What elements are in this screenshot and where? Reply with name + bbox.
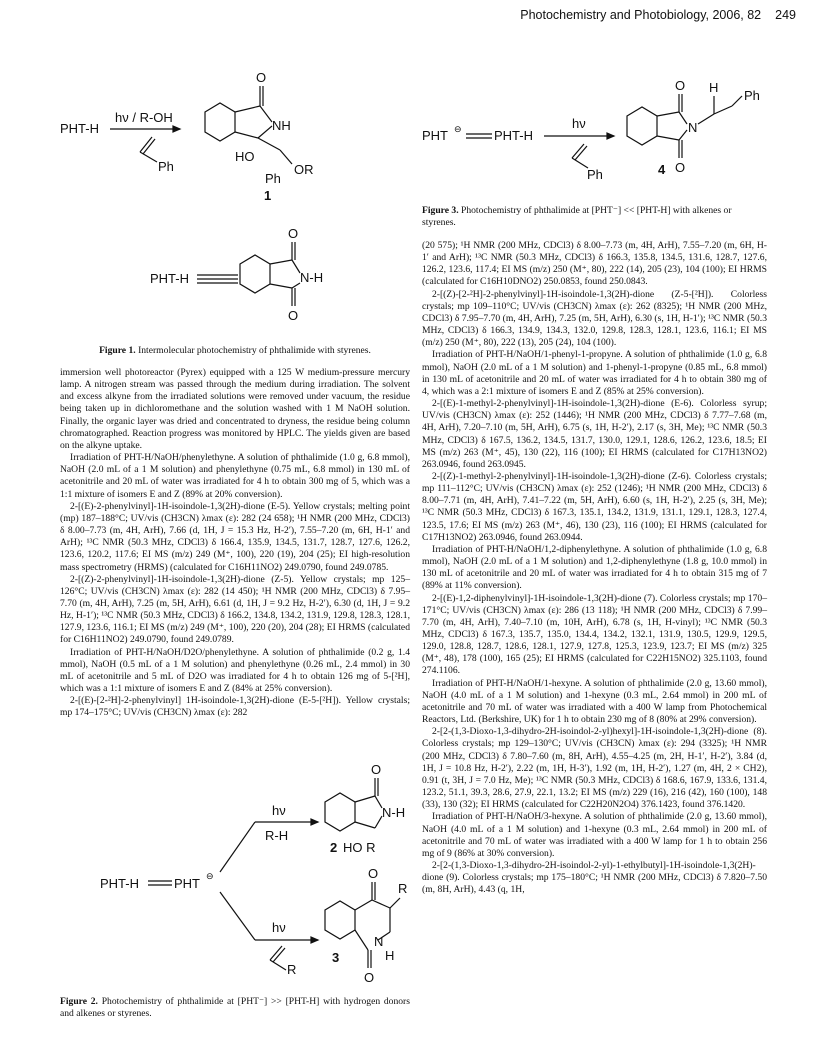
fig3-o-bottom: O xyxy=(675,160,686,175)
paragraph: 2-[(Z)-[2-²H]-2-phenylvinyl]-1H-isoindole-1,3(2H)-dione (Z-5-[²H]). Colorless crystals; mp 109–110°C; UV/vis (CH3CN) λmax (ε): 262 (8325); ¹H NMR (200 MHz, CDCl3) δ 7.95–7.70 (m, 4H, ArH), 7.25 (m, 5H, ArH), 6.30 (s, 1H, H-1′); ¹³C NMR (50.3 MHz, CDCl3) δ 166.3, 134.9, 134.3, 132.0, 129.8, 128.3, 128.1, 123.6, 116.1; EI MS (m/z) 250 (M⁺, 80), 222 (13), 205 (24), 104 (100). xyxy=(422,288,767,349)
paragraph: 2-[(E)-[2-²H]-2-phenylvinyl] 1H-isoindole-1,3(2H)-dione (E-5-[²H]). Yellow crystals; mp 174–175°C; UV/vis (CH3CN) λmax (ε): 282 xyxy=(60,695,410,719)
paragraph: 2-[2-(1,3-Dioxo-1,3-dihydro-2H-isoindol-2-yl)-1-ethylbutyl]-1H-isoindole-1,3(2H)-dione (9). Colorless crystals; mp 175–180°C; ¹H NMR (200 MHz, CDCl3) δ 7.820–7.50 (m, 8H, ArH), 4.43 (q, 1H, xyxy=(422,859,767,896)
fig3-h-label: H xyxy=(709,80,719,95)
fig2-o-bottom: O xyxy=(364,970,375,985)
journal-name: Photochemistry and Photobiology, 2006, 82 xyxy=(520,8,762,22)
fig1-n-h-label: N-H xyxy=(300,270,324,285)
figure-3 xyxy=(422,80,767,200)
fig2-o-top: O xyxy=(371,762,382,777)
right-column-text xyxy=(422,240,767,896)
fig2-pht-h-label: PHT-H xyxy=(100,876,139,891)
paragraph: Irradiation of PHT-H/NaOH/phenylethyne. A solution of phthalimide (1.0 g, 6.8 mmol), NaOH (2.0 mL of a 1 M solution) and phenylethyne (0.75 mL, 6.8 mmol) in 130 mL of acetonitrile and 20 mL of water was irradiated for 4 h to obtain 300 mg of 5, which was a 1:1 mixture of isomers E and Z (89% at 20% conversion). xyxy=(60,452,410,500)
fig1-compound-1: 1 xyxy=(264,188,272,203)
paragraph: 2-[2-(1,3-Dioxo-1,3-dihydro-2H-isoindol-2-yl)hexyl]-1H-isoindole-1,3(2H)-dione (8). Colorless crystals; mp 129–130°C; UV/vis (CH3CN) λmax (ε): 294 (3325); ¹H NMR (200 MHz, CDCl3) δ 7.80–7.60 (m, 8H, ArH), 4.55–4.25 (m, 2H, H-1′, H-2′), 3.84 (d, 1H, J = 10.8 Hz, H-2′), 2.22 (m, 1H, H-3′), 1.92 (m, 1H, H-2′), 1.27 (m, 4H, 2 × CH2), 0.91 (t, 3H, J = 7.0 Hz, Me); ¹³C NMR (50.3 MHz, CDCl3) δ 168.6, 167.9, 133.6, 131.4, 123.2, 51.1, 39.3, 28.6, 27.9, 22.1, 13.2; EI MS (m/z) 229 (16), 216 (42), 160 (100), 148 (33), 130 (32); EI HRMS (calculated for C22H20N2O4) 376.1423, found 376.1420. xyxy=(422,726,767,811)
running-header xyxy=(506,8,796,22)
fig3-hv-label: hν xyxy=(572,116,586,131)
fig2-n-h-label: N-H xyxy=(382,805,406,820)
paragraph: (20 575); ¹H NMR (200 MHz, CDCl3) δ 8.00–7.73 (m, 4H, ArH), 7.55–7.20 (m, 6H, H-1′ and ArH); ¹³C NMR (50.3 MHz, CDCl3) δ 166.3, 135.8, 134.5, 131.6, 128.7, 127.6, 126.2, 123.6, 117.4; EI MS (m/z) 250 (M⁺, 80), 222 (14), 205 (23), 104 (100); EI HRMS (calculated for C16H10DNO2) 250.0853, found 250.0843. xyxy=(422,240,767,288)
paragraph: 2-[(E)-1-methyl-2-phenylvinyl]-1H-isoindole-1,3(2H)-dione (E-6). Colorless syrup; UV/vis (CH3CN) λmax (ε): 252 (1446); ¹H NMR (200 MHz, CDCl3) δ 7.77–7.68 (m, 4H, ArH), 7.20–7.10 (m, 5H, ArH), 6.75 (s, 1H, H-2′), 2.17 (s, 3H, Me); ¹³C NMR (50.3 MHz, CDCl3) δ 167.5, 136.2, 134.5, 131.7, 130.0, 129.1, 128.6, 126.2, 123.6, 18.5; EI MS (m/z) 263 (M⁺, 45), 130 (22), 116 (100); EI HRMS (calculated for C17H13NO2) 263.0946, found 263.0945. xyxy=(422,398,767,470)
paragraph: Irradiation of PHT-H/NaOH/3-hexyne. A solution of phthalimide (2.0 g, 13.60 mmol), NaOH (4.0 mL of a 1 M solution) and 1-hexyne (0.3 mL, 2.64 mmol) in 200 mL of acetonitrile and 70 mL of water was irradiated with a 400 W lamp for 1 h to obtain 256 mg of 9 (86% at 30% conversion). xyxy=(422,811,767,859)
paragraph: 2-[(E)-2-phenylvinyl]-1H-isoindole-1,3(2H)-dione (E-5). Yellow crystals; melting point (mp) 187–188°C; UV/vis (CH3CN) λmax (ε): 282 (24 658); ¹H NMR (200 MHz, CDCl3) δ 8.00–7.73 (m, 4H, ArH), 7.66 (d, 1H, J = 15.3 Hz, H-2′), 7.55–7.20 (m, 6H, H-1′ and ArH); ¹³C NMR (50.3 MHz, CDCl3) δ 166.4, 135.9, 134.5, 131.7, 128.7, 127.6, 126.2, 123.6, 120.2, 117.6; EI MS (m/z) 249 (M⁺, 100), 220 (19), 204 (25); EI high-resolution mass spectrometry (HRMS) (calculated for C16H11NO2) 249.0790, found 249.0785. xyxy=(60,500,410,573)
fig1-o-label: O xyxy=(256,70,267,85)
fig3-minus-sign: ⊖ xyxy=(454,124,462,134)
fig1-caption-text: Intermolecular photochemistry of phthalimide with styrenes. xyxy=(135,345,371,356)
fig2-compound-3: 3 xyxy=(332,950,340,965)
fig2-pht-anion-label: PHT xyxy=(174,876,200,891)
fig2-r-label: R xyxy=(398,881,408,896)
fig1-caption-label: Figure 1. xyxy=(99,345,136,356)
fig2-hv-bottom: hν xyxy=(272,920,286,935)
fig2-minus-sign: ⊖ xyxy=(206,871,214,881)
fig3-caption-text: Photochemistry of phthalimide at [PHT⁻] << [PHT-H] with alkenes or styrenes. xyxy=(422,205,732,228)
fig1-ph2-label: Ph xyxy=(265,171,281,186)
figure-1-caption xyxy=(60,345,410,357)
fig3-o-top: O xyxy=(675,80,686,93)
fig2-rh-label: R-H xyxy=(265,828,289,843)
fig1-or-label: OR xyxy=(294,162,314,177)
fig3-pht-h-label: PHT-H xyxy=(494,128,533,143)
figure-1 xyxy=(60,70,410,335)
fig3-caption-label: Figure 3. xyxy=(422,205,459,216)
fig2-hv-top: hν xyxy=(272,803,286,818)
left-column-text xyxy=(60,367,410,720)
fig2-compound-2: 2 xyxy=(330,840,338,855)
paragraph: 2-[(Z)-2-phenylvinyl]-1H-isoindole-1,3(2H)-dione (Z-5). Yellow crystals; mp 125–126°C; UV/vis (CH3CN) λmax (ε): 282 (14 450); ¹H NMR (200 MHz, CDCl3) δ 7.95–7.70 (m, 4H, ArH), 7.25 (m, 5H, ArH), 6.61 (d, 1H, J = 9.2 Hz, H-2′), 6.30 (d, 1H, J = 9.2 Hz, H-1′); ¹³C NMR (50.3 MHz, CDCl3) δ 166.2, 134.8, 134.2, 131.9, 129.8, 128.3, 128.1, 127.9, 123.6, 116.1; EI MS (m/z) 249 (M⁺, 100), 220 (20), 204 (28); EI HRMS (calculated for C16H11NO2) 249.0790, found 249.0789. xyxy=(60,573,410,646)
paragraph: Irradiation of PHT-H/NaOH/1,2-diphenylethyne. A solution of phthalimide (1.0 g, 6.8 mmol), NaOH (2.0 mL of a 1 M solution) and 1,2-diphenylethyne (1.8 g, 10.0 mmol) in 130 mL of acetonitrile and 20 mL of water was irradiated for 4 h to obtain 315 mg of 7 (89% at 11% conversion). xyxy=(422,543,767,592)
paragraph: Irradiation of PHT-H/NaOH/1-hexyne. A solution of phthalimide (2.0 g, 13.60 mmol), NaOH (4.0 mL of a 1 M solution) and 1-hexyne (0.3 mL, 2.64 mmol) in 200 mL of acetonitrile and 70 mL of water was irradiated with a 400 W lamp from Photochemical Reactors, Ltd. (Berkshire, UK) for 1 h to obtain 230 mg of 8 (80% at 29% conversion). xyxy=(422,677,767,726)
fig1-pht-h-label: PHT-H xyxy=(60,121,99,136)
fig2-ho-r-label: HO R xyxy=(343,840,376,855)
page-number: 249 xyxy=(775,8,796,22)
paragraph: 2-[(E)-1,2-diphenylvinyl]-1H-isoindole-1,3(2H)-dione (7). Colorless crystals; mp 170–171°C; UV/vis (CH3CN) λmax (ε): 286 (13 118); ¹H NMR (200 MHz, CDCl3) δ 7.99–7.70 (m, 4H, ArH), 7.40–7.10 (m, 10H, ArH), 6.78 (s, 1H, H-vinyl); ¹³C NMR (50.3 MHz, CDCl3) δ 167.3, 135.7, 135.0, 134.4, 134.2, 132.1, 131.9, 130.5, 129.9, 129.5, 129.0, 128.8, 128.7, 128.6, 128.1, 127.9, 127.8, 125.3, 123.9, 123.7; EI MS (m/z) 325 (M⁺, 48), 178 (100), 165 (25); EI HRMS (calculated for C22H15NO2) 325.1103, found 274.1106. xyxy=(422,592,767,677)
fig3-compound-4: 4 xyxy=(658,162,666,177)
fig2-o-mid: O xyxy=(368,866,379,881)
fig3-ph2-label: Ph xyxy=(744,88,760,103)
fig2-h-label: H xyxy=(385,948,395,963)
paragraph: Irradiation of PHT-H/NaOH/D2O/phenylethyne. A solution of phthalimide (0.2 g, 1.4 mmol), NaOH (0.5 mL of a 1 M solution) and phenylethyne (0.26 mL, 2.4 mmol) in 30 mL of acetonitrile and 5 mL of D2O was irradiated for 4 h to obtain 126 mg of 5-[²H], which was a 1:1 mixture of isomers E and Z (84% at 25% conversion). xyxy=(60,646,410,695)
paragraph: 2-[(Z)-1-methyl-2-phenylvinyl]-1H-isoindole-1,3(2H)-dione (Z-6). Colorless crystals; mp 111–112°C; UV/vis (CH3CN) λmax (ε): 252 (1246); ¹H NMR (200 MHz, CDCl3) δ 8.00–7.71 (m, 4H, ArH), 7.41–7.22 (m, 5H, ArH), 6.60 (s, 1H, H-2′), 2.25 (s, 3H, Me); ¹³C NMR (50.3 MHz, CDCl3) δ 167.3, 135.1, 134.2, 131.9, 131.1, 129.1, 128.3, 127.4, 123.5, 17.6; EI MS (m/z) 263 (M⁺, 46), 130 (23), 116 (100); EI HRMS (calculated for C17H13NO2) 263.0946, found 263.0944. xyxy=(422,470,767,543)
fig1-o-bottom: O xyxy=(288,308,299,323)
fig3-pht-anion-label: PHT xyxy=(422,128,448,143)
fig2-r-label-bottom: R xyxy=(287,962,297,977)
fig2-caption-label: Figure 2. xyxy=(60,996,98,1007)
figure-2-caption xyxy=(60,996,410,1020)
fig2-n-label: N xyxy=(374,934,384,949)
fig1-ho-label: HO xyxy=(235,149,255,164)
fig1-ph-label: Ph xyxy=(158,159,174,174)
fig1-nh-label: NH xyxy=(272,118,291,133)
figure-3-caption xyxy=(422,205,767,229)
paragraph: Irradiation of PHT-H/NaOH/1-phenyl-1-propyne. A solution of phthalimide (1.0 g, 6.8 mmol), NaOH (2.0 mL of a 1 M solution) and 1-phenyl-1-propyne (0.85 mL, 6.8 mmol) in 130 mL of acetonitrile and 20 mL of water was irradiated for 4 h to obtain 380 mg of 4, which was a 2:1 mixture of isomers E and Z (85% at 25% conversion). xyxy=(422,349,767,397)
paragraph: immersion well photoreactor (Pyrex) equipped with a 125 W medium-pressure mercury lamp. A nitrogen stream was passed through the medium during irradiation. The solvent and excess alkyne from the irradiated solutions were removed under vacuum, the residue being taken up in dichloromethane and the solution washed with 1 M NaOH solution. Finally, the organic layer was dried and concentrated to dryness, the residue being column chromatographed. Reaction progress was monitored by HPLC. The yields given are based on the alkyne uptake. xyxy=(60,367,410,451)
fig1-hv-roh-label: hν / R-OH xyxy=(115,110,173,125)
fig3-n-label: N xyxy=(688,120,698,135)
figure-2 xyxy=(60,760,410,990)
fig1-o-top: O xyxy=(288,226,299,241)
fig2-caption-text: Photochemistry of phthalimide at [PHT⁻] >> [PHT-H] with hydrogen donors and alkenes or styrenes. xyxy=(60,996,410,1019)
fig1-pht-h-label-2: PHT-H xyxy=(150,271,189,286)
fig3-ph-label: Ph xyxy=(587,167,603,182)
